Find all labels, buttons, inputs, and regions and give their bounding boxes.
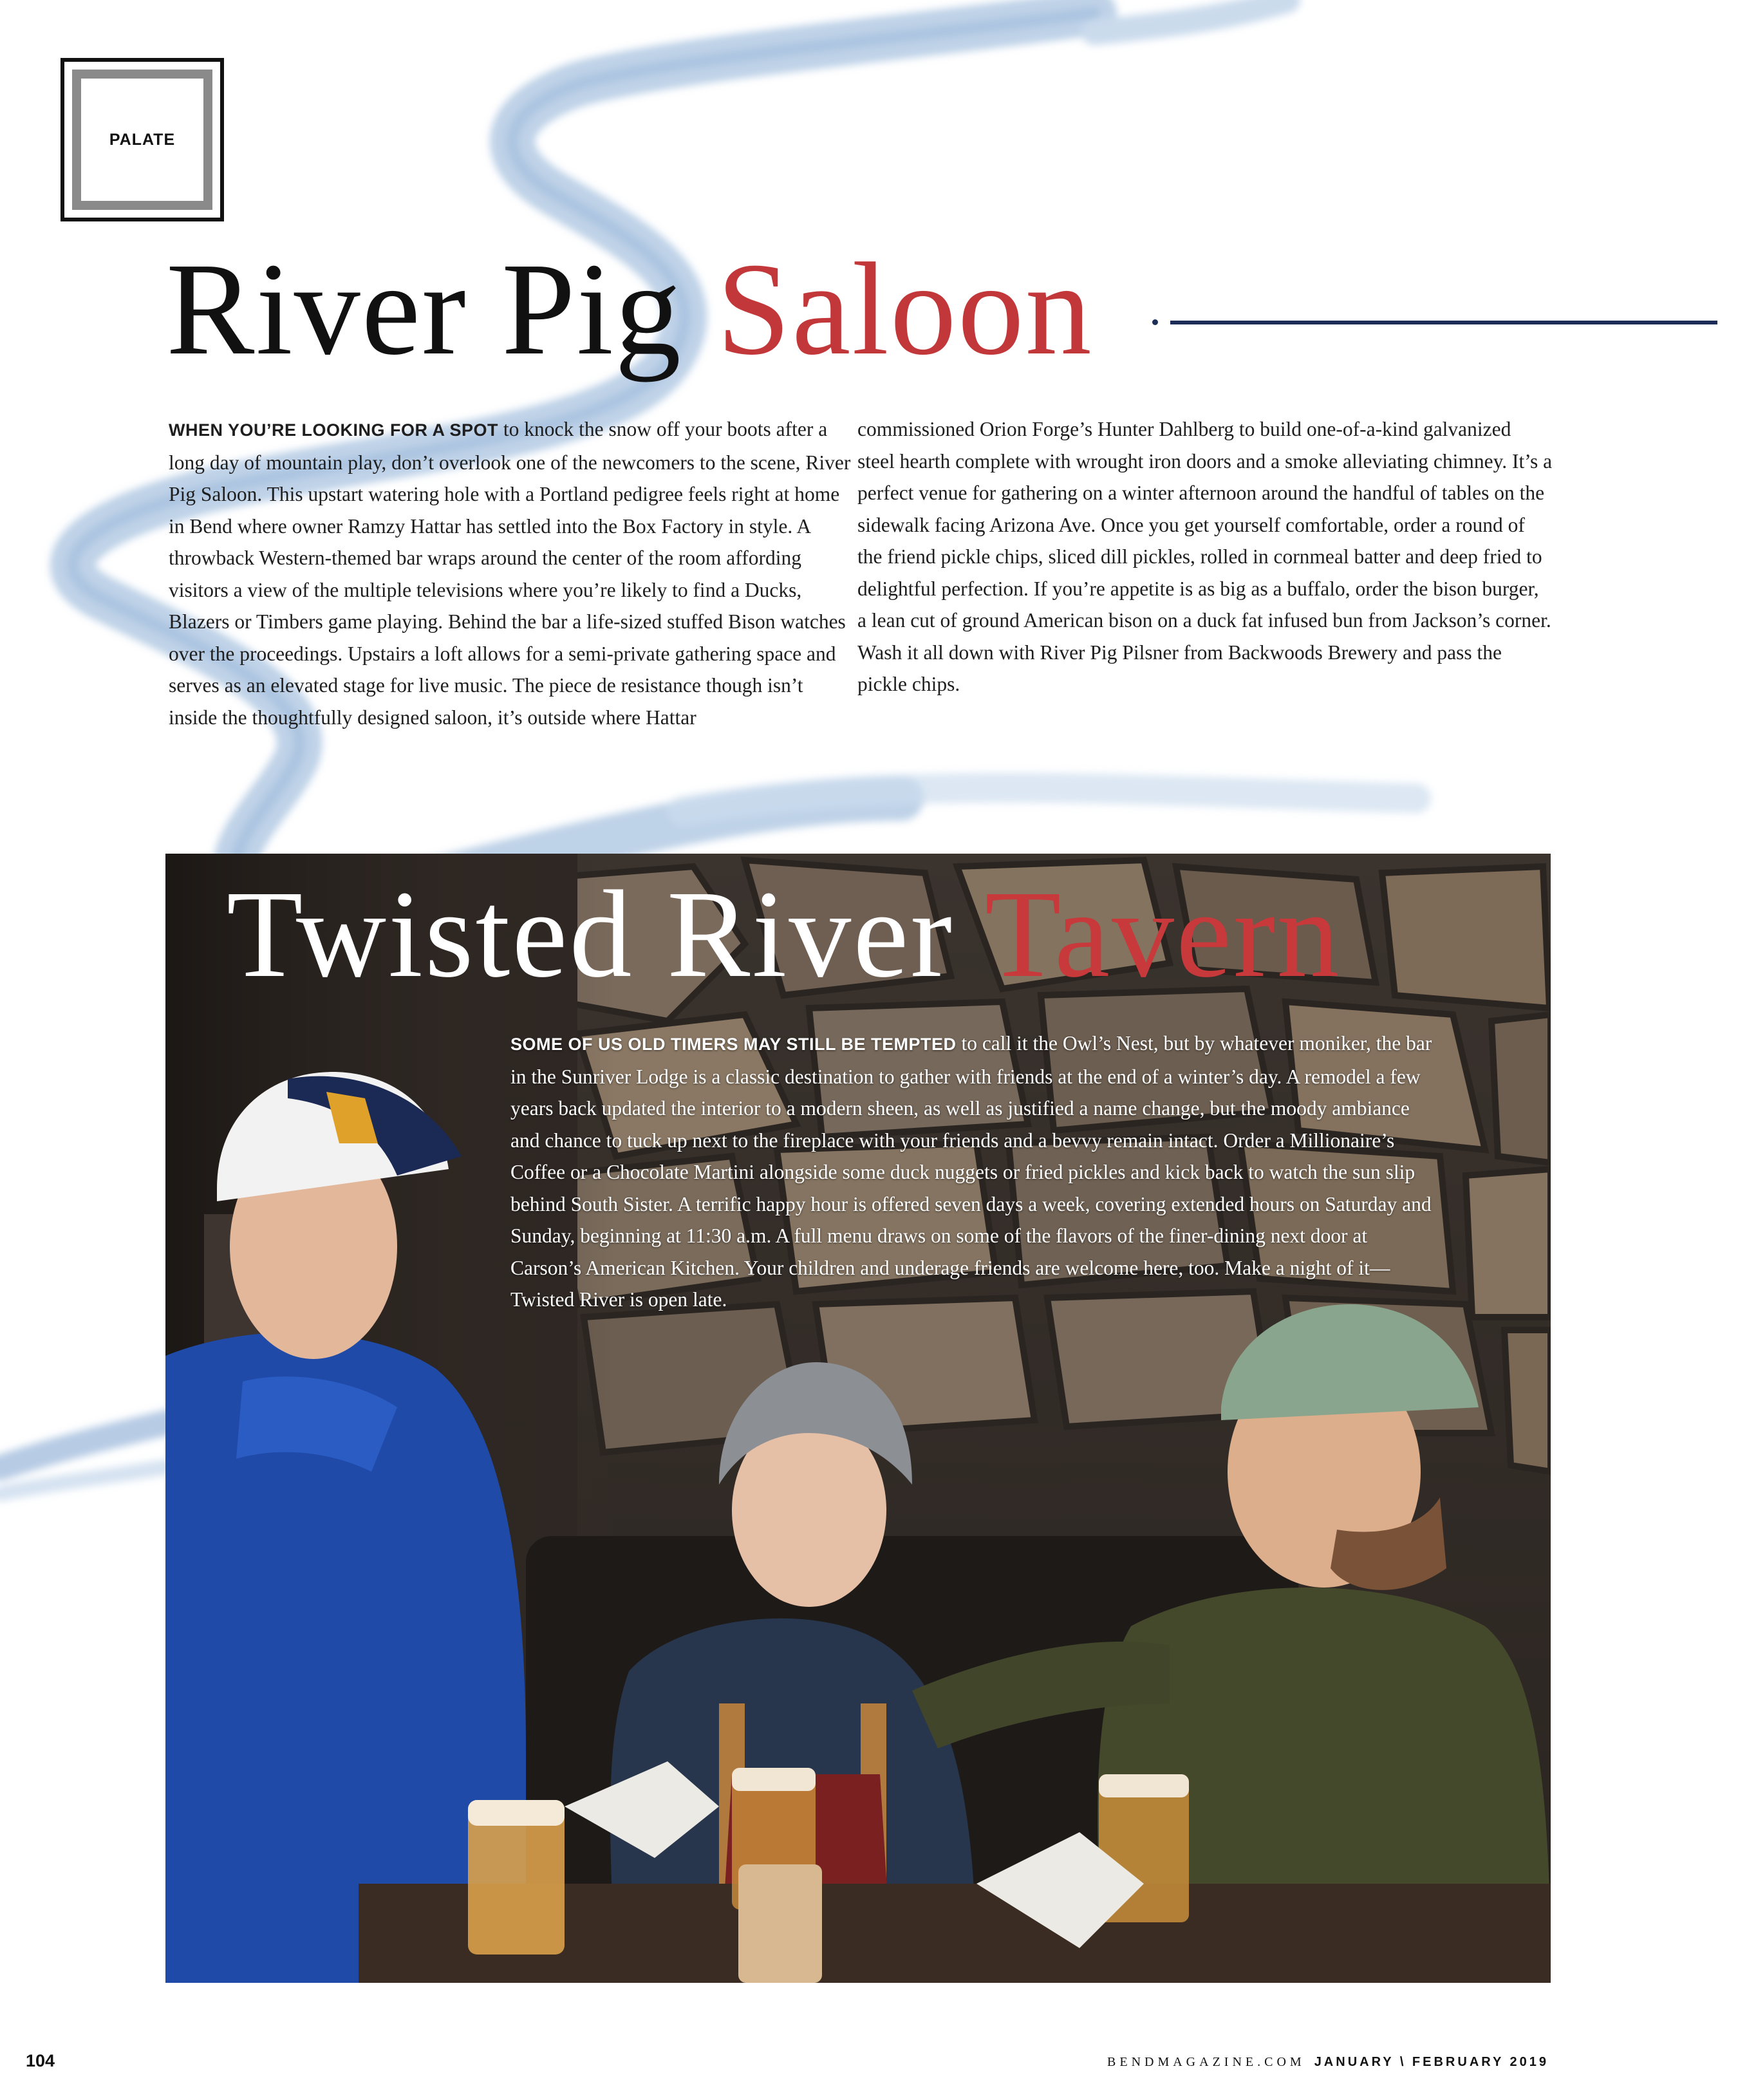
story1-headline <box>166 235 1093 382</box>
folio <box>1107 2055 1549 2070</box>
folio-issue: JANUARY \ FEBRUARY 2019 <box>1314 2055 1549 2069</box>
story2-title-accent: Tavern <box>984 865 1341 1003</box>
story1-lead-in: WHEN YOU’RE LOOKING FOR A SPOT <box>169 420 499 440</box>
headline-rule <box>1170 321 1717 324</box>
story1-title-accent: Saloon <box>716 235 1093 382</box>
tavern-photo-illustration <box>165 854 1551 1983</box>
tavern-photo <box>165 854 1551 1983</box>
story2-text: to call it the Owl’s Nest, but by whatever moniker, the bar in the Sunriver Lodge is a classic destination to gather with friends at the end of a winter’s day. A remodel a few years back updated the interior to a modern sheen, as well as justified a name change, but the moody ambiance and chance to tuck up next to the fireplace with your friends and a bevvy remain intact. Order a Millionaire’s Coffee or a Chocolate Martini alongside some duck nuggets or fried pickles and kick back to watch the sun slip behind South Sister. A terrific happy hour is offered seven days a week, covering extended hours on Saturday and Sunday, beginning at 11:30 a.m. A full menu draws on some of the flavors of the finer-dining next door at Carson’s American Kitchen. Your children and underage friends are welcome here, too. Make a night of it—Twisted River is open late. <box>510 1032 1432 1311</box>
section-tag-inner <box>72 70 212 210</box>
story2-body <box>510 1027 1437 1316</box>
story1-col1-text: to knock the snow off your boots after a long day of mountain play, don’t overlook one of the newcomers to the scene, River Pig Saloon. This upstart watering hole with a Portland pedigree feels right at home in Bend where owner Ramzy Hattar has settled into the Box Factory in style. A throwback Western-themed bar wraps around the center of the room affording visitors a view of the multiple televisions where you’re likely to find a Ducks, Blazers or Timbers game playing. Behind the bar a life-sized stuffed Bison watches over the proceedings. Upstairs a loft allows for a semi-private gathering space and serves as an elevated stage for live music. The piece de resistance though isn’t inside the thoughtfully designed saloon, it’s outside where Hattar <box>169 418 851 729</box>
folio-site: BENDMAGAZINE.COM <box>1107 2055 1305 2069</box>
headline-rule-dot <box>1152 319 1158 325</box>
story1-column-1 <box>169 413 851 733</box>
story2-headline <box>227 867 1341 1002</box>
story1-col2-text: commissioned Orion Forge’s Hunter Dahlberg to build one-of-a-kind galvanized steel hearth complete with wrought iron doors and a smoke alleviating chimney. It’s a perfect venue for gathering on a winter afternoon around the handful of tables on the sidewalk facing Arizona Ave. Once you get yourself comfortable, order a round of the friend pickle chips, sliced dill pickles, rolled in cornmeal batter and deep fried to delightful perfection. If you’re appetite is as big as a buffalo, order the bison burger, a lean cut of ground American bison on a duck fat infused bun from Jackson’s corner. Wash it all down with River Pig Pilsner from Backwoods Brewery and pass the pickle chips. <box>857 418 1553 695</box>
story2-title-light: Twisted River <box>227 865 954 1003</box>
page-number: 104 <box>26 2051 55 2070</box>
story2-lead-in: SOME OF US OLD TIMERS MAY STILL BE TEMPTED <box>510 1035 957 1054</box>
section-tag <box>61 58 224 221</box>
section-label: PALATE <box>109 130 176 149</box>
story1-title-dark: River Pig <box>166 235 682 382</box>
story1-column-2 <box>857 413 1553 700</box>
